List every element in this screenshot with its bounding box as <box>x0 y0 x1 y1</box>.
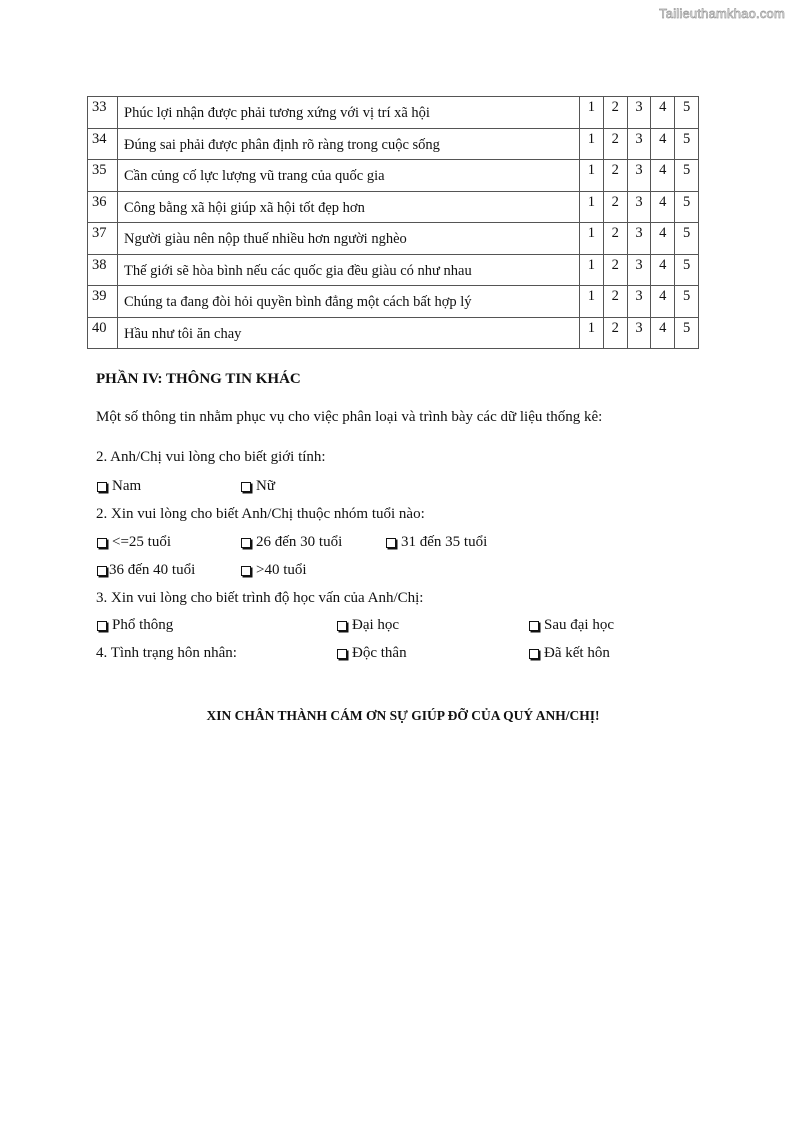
option-label: Nữ <box>256 478 275 494</box>
question-marital: 4. Tình trạng hôn nhân: <box>96 645 237 661</box>
scale-option-5[interactable]: 5 <box>675 160 699 192</box>
scale-option-2[interactable]: 2 <box>603 191 627 223</box>
scale-option-4[interactable]: 4 <box>651 223 675 255</box>
row-number: 35 <box>88 160 118 192</box>
statement-text: Thế giới sẽ hòa bình nếu các quốc gia đều giàu có như nhau <box>118 254 580 286</box>
row-number: 39 <box>88 286 118 318</box>
scale-option-4[interactable]: 4 <box>651 191 675 223</box>
option-label: >40 tuổi <box>256 562 307 578</box>
scale-option-5[interactable]: 5 <box>675 191 699 223</box>
option-edu-1[interactable] <box>97 617 173 634</box>
option-label: Nam <box>112 478 142 494</box>
option-marital-married[interactable] <box>529 645 610 662</box>
checkbox-icon[interactable] <box>97 566 107 576</box>
checkbox-icon[interactable] <box>241 482 251 492</box>
checkbox-icon[interactable] <box>529 649 539 659</box>
checkbox-icon[interactable] <box>97 538 107 548</box>
scale-option-1[interactable]: 1 <box>580 317 604 349</box>
scale-option-5[interactable]: 5 <box>675 286 699 318</box>
table-row <box>88 97 699 129</box>
table-row <box>88 160 699 192</box>
scale-option-4[interactable]: 4 <box>651 128 675 160</box>
question-age: 2. Xin vui lòng cho biết Anh/Chị thuộc nhóm tuổi nào: <box>96 506 425 522</box>
scale-option-2[interactable]: 2 <box>603 223 627 255</box>
option-age-4[interactable] <box>97 562 195 579</box>
scale-option-5[interactable]: 5 <box>675 254 699 286</box>
section-title: PHẦN IV: THÔNG TIN KHÁC <box>96 371 301 387</box>
table-row <box>88 254 699 286</box>
section-intro: Một số thông tin nhằm phục vụ cho việc phân loại và trình bày các dữ liệu thống kê: <box>96 409 603 425</box>
table-row <box>88 317 699 349</box>
scale-option-1[interactable]: 1 <box>580 160 604 192</box>
row-number: 37 <box>88 223 118 255</box>
option-age-1[interactable] <box>97 534 171 551</box>
statement-text: Cần củng cố lực lượng vũ trang của quốc gia <box>118 160 580 192</box>
row-number: 38 <box>88 254 118 286</box>
table-row <box>88 191 699 223</box>
scale-option-4[interactable]: 4 <box>651 254 675 286</box>
scale-option-5[interactable]: 5 <box>675 97 699 129</box>
scale-option-3[interactable]: 3 <box>627 286 651 318</box>
scale-option-4[interactable]: 4 <box>651 286 675 318</box>
option-edu-3[interactable] <box>529 617 614 634</box>
statement-text: Phúc lợi nhận được phải tương xứng với vị trí xã hội <box>118 97 580 129</box>
checkbox-icon[interactable] <box>241 538 251 548</box>
scale-option-1[interactable]: 1 <box>580 223 604 255</box>
option-label: Đại học <box>352 617 400 633</box>
table-row <box>88 223 699 255</box>
checkbox-icon[interactable] <box>386 538 396 548</box>
scale-option-1[interactable]: 1 <box>580 191 604 223</box>
checkbox-icon[interactable] <box>241 566 251 576</box>
scale-option-5[interactable]: 5 <box>675 128 699 160</box>
scale-option-5[interactable]: 5 <box>675 223 699 255</box>
scale-option-3[interactable]: 3 <box>627 128 651 160</box>
option-gender-female[interactable] <box>241 478 275 495</box>
option-label: 31 đến 35 tuổi <box>401 534 488 550</box>
option-label: Sau đại học <box>544 617 614 633</box>
option-label: <=25 tuổi <box>112 534 172 550</box>
scale-option-4[interactable]: 4 <box>651 97 675 129</box>
table-row <box>88 128 699 160</box>
option-label: 36 đến 40 tuổi <box>109 562 196 578</box>
scale-option-2[interactable]: 2 <box>603 97 627 129</box>
checkbox-icon[interactable] <box>337 621 347 631</box>
scale-option-3[interactable]: 3 <box>627 160 651 192</box>
row-number: 36 <box>88 191 118 223</box>
option-label: Phổ thông <box>112 617 174 633</box>
statement-text: Đúng sai phải được phân định rõ ràng trong cuộc sống <box>118 128 580 160</box>
scale-option-3[interactable]: 3 <box>627 191 651 223</box>
scale-option-5[interactable]: 5 <box>675 317 699 349</box>
option-gender-male[interactable] <box>97 478 141 495</box>
scale-option-1[interactable]: 1 <box>580 286 604 318</box>
option-marital-single[interactable] <box>337 645 407 662</box>
option-label: Độc thân <box>352 645 407 661</box>
question-education: 3. Xin vui lòng cho biết trình độ học vấn của Anh/Chị: <box>96 590 424 606</box>
checkbox-icon[interactable] <box>97 621 107 631</box>
scale-option-4[interactable]: 4 <box>651 317 675 349</box>
scale-option-3[interactable]: 3 <box>627 254 651 286</box>
statement-text: Hầu như tôi ăn chay <box>118 317 580 349</box>
checkbox-icon[interactable] <box>337 649 347 659</box>
scale-option-2[interactable]: 2 <box>603 128 627 160</box>
scale-option-2[interactable]: 2 <box>603 254 627 286</box>
option-edu-2[interactable] <box>337 617 399 634</box>
scale-option-2[interactable]: 2 <box>603 286 627 318</box>
checkbox-icon[interactable] <box>529 621 539 631</box>
scale-option-1[interactable]: 1 <box>580 128 604 160</box>
question-gender: 2. Anh/Chị vui lòng cho biết giới tính: <box>96 449 326 465</box>
scale-option-3[interactable]: 3 <box>627 317 651 349</box>
statement-text: Công bằng xã hội giúp xã hội tốt đẹp hơn <box>118 191 580 223</box>
checkbox-icon[interactable] <box>97 482 107 492</box>
scale-option-4[interactable]: 4 <box>651 160 675 192</box>
thank-you-message: XIN CHÂN THÀNH CÁM ƠN SỰ GIÚP ĐỠ CỦA QUÝ ANH/CHỊ! <box>206 708 600 723</box>
row-number: 34 <box>88 128 118 160</box>
scale-option-2[interactable]: 2 <box>603 160 627 192</box>
row-number: 40 <box>88 317 118 349</box>
row-number: 33 <box>88 97 118 129</box>
option-age-2[interactable] <box>241 534 342 551</box>
table-row <box>88 286 699 318</box>
option-age-5[interactable] <box>241 562 307 579</box>
scale-option-3[interactable]: 3 <box>627 223 651 255</box>
watermark-text: Tailieuthamkhao.com <box>659 6 785 21</box>
statement-text: Chúng ta đang đòi hỏi quyền bình đẳng một cách bất hợp lý <box>118 286 580 318</box>
option-label: Đã kết hôn <box>544 645 610 661</box>
option-age-3[interactable] <box>386 534 487 551</box>
statement-text: Người giàu nên nộp thuế nhiều hơn người nghèo <box>118 223 580 255</box>
option-label: 26 đến 30 tuổi <box>256 534 343 550</box>
scale-option-2[interactable]: 2 <box>603 317 627 349</box>
survey-table <box>87 96 699 349</box>
scale-option-1[interactable]: 1 <box>580 254 604 286</box>
scale-option-3[interactable]: 3 <box>627 97 651 129</box>
scale-option-1[interactable]: 1 <box>580 97 604 129</box>
